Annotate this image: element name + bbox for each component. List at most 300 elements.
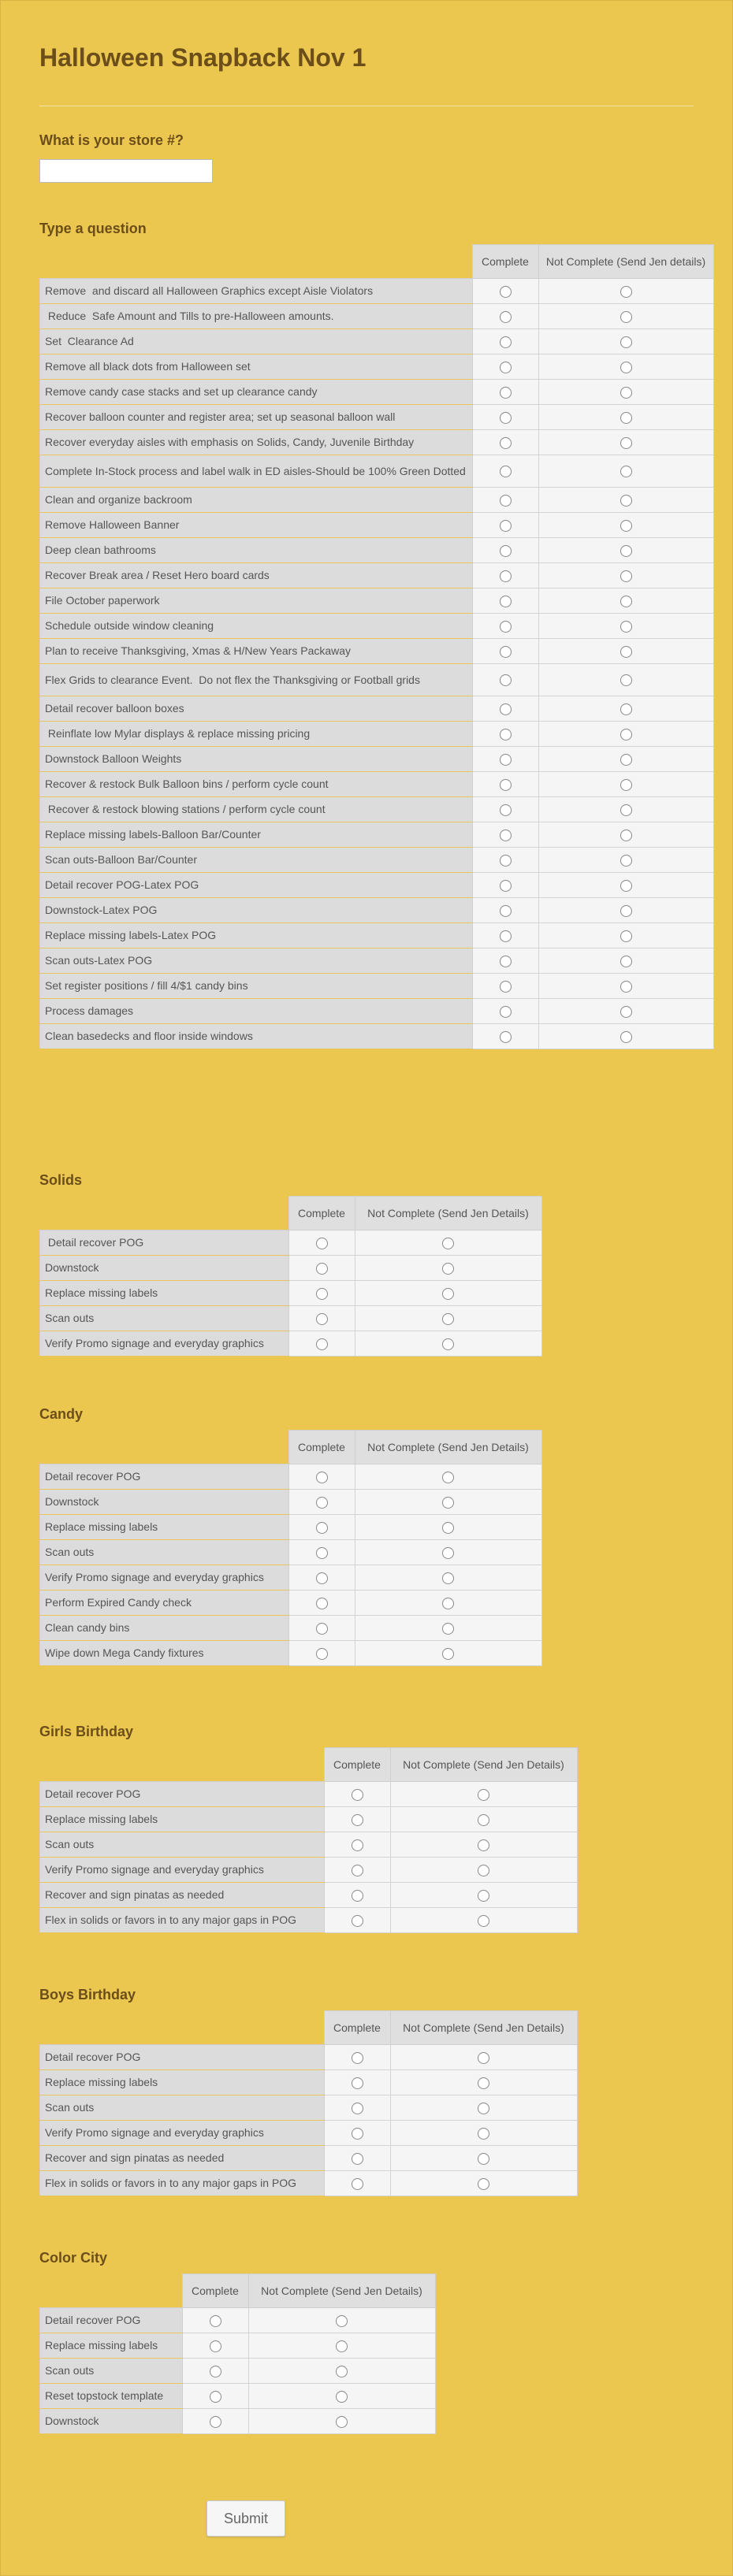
radio-complete[interactable]: [500, 674, 512, 686]
radio-complete[interactable]: [500, 412, 512, 424]
matrix-row: [40, 1565, 542, 1591]
answer-cell-complete: [288, 1464, 355, 1490]
matrix-row: [40, 1281, 542, 1306]
column-header-not-complete: Not Complete (Send Jen Details): [390, 1748, 577, 1782]
radio-not-complete[interactable]: [442, 1547, 454, 1559]
matrix-row: [40, 2070, 578, 2095]
answer-cell-not-complete: [538, 974, 713, 999]
question-label: Recover & restock blowing stations / perform cycle count: [40, 797, 473, 822]
question-label: Detail recover balloon boxes: [40, 696, 473, 722]
question-label: Reinflate low Mylar displays & replace missing pricing: [40, 722, 473, 747]
radio-not-complete[interactable]: [620, 412, 632, 424]
radio-complete[interactable]: [500, 520, 512, 532]
answer-cell-complete: [288, 1591, 355, 1616]
radio-not-complete[interactable]: [442, 1263, 454, 1275]
radio-complete[interactable]: [352, 1915, 363, 1927]
question-label: Remove all black dots from Halloween set: [40, 354, 473, 380]
radio-not-complete[interactable]: [620, 596, 632, 607]
radio-complete[interactable]: [352, 2103, 363, 2114]
answer-cell-not-complete: [390, 2146, 577, 2171]
radio-not-complete[interactable]: [478, 1789, 489, 1801]
radio-not-complete[interactable]: [478, 1814, 489, 1826]
radio-complete[interactable]: [352, 1789, 363, 1801]
question-label: Flex in solids or favors in to any major gaps in POG: [40, 2171, 325, 2196]
radio-not-complete[interactable]: [442, 1522, 454, 1534]
answer-cell-complete: [288, 1230, 355, 1256]
answer-cell-complete: [472, 380, 538, 405]
matrix-row: [40, 797, 714, 822]
radio-complete[interactable]: [316, 1522, 328, 1534]
radio-complete[interactable]: [500, 930, 512, 942]
radio-complete[interactable]: [352, 1814, 363, 1826]
section-title: Candy: [39, 1406, 84, 1422]
radio-complete[interactable]: [500, 311, 512, 323]
radio-not-complete[interactable]: [478, 2178, 489, 2190]
matrix-row: [40, 405, 714, 430]
answer-cell-not-complete: [538, 696, 713, 722]
radio-not-complete[interactable]: [442, 1313, 454, 1325]
radio-complete[interactable]: [316, 1263, 328, 1275]
answer-cell-complete: [472, 999, 538, 1024]
radio-not-complete[interactable]: [620, 570, 632, 582]
answer-cell-complete: [182, 2359, 248, 2384]
answer-cell-not-complete: [538, 1024, 713, 1049]
matrix-row: [40, 1540, 542, 1565]
radio-not-complete[interactable]: [620, 779, 632, 791]
radio-not-complete[interactable]: [442, 1288, 454, 1300]
radio-complete[interactable]: [210, 2416, 221, 2428]
question-label: Downstock Balloon Weights: [40, 747, 473, 772]
matrix-row: [40, 1256, 542, 1281]
answer-cell-not-complete: [248, 2333, 435, 2359]
question-label: Replace missing labels: [40, 2070, 325, 2095]
column-header-not-complete: Not Complete (Send Jen details): [538, 245, 713, 279]
answer-cell-not-complete: [538, 948, 713, 974]
radio-complete[interactable]: [352, 2178, 363, 2190]
radio-complete[interactable]: [500, 905, 512, 917]
column-header-complete: Complete: [324, 1748, 390, 1782]
radio-complete[interactable]: [352, 2052, 363, 2064]
answer-cell-complete: [324, 1832, 390, 1858]
answer-cell-complete: [472, 948, 538, 974]
matrix-row: [40, 722, 714, 747]
radio-complete[interactable]: [210, 2391, 221, 2403]
answer-cell-complete: [324, 2095, 390, 2121]
radio-complete[interactable]: [352, 1865, 363, 1876]
answer-cell-complete: [324, 1908, 390, 1933]
matrix-corner: [40, 2274, 183, 2308]
matrix-corner: [40, 1748, 325, 1782]
radio-complete[interactable]: [500, 466, 512, 477]
answer-cell-complete: [472, 822, 538, 848]
question-label: Detail recover POG-Latex POG: [40, 873, 473, 898]
radio-not-complete[interactable]: [336, 2391, 348, 2403]
section-title: Type a question: [39, 221, 147, 236]
radio-complete[interactable]: [316, 1497, 328, 1509]
radio-complete[interactable]: [316, 1313, 328, 1325]
radio-not-complete[interactable]: [442, 1238, 454, 1249]
question-label: Detail recover POG: [40, 1782, 325, 1807]
radio-complete[interactable]: [500, 880, 512, 892]
radio-not-complete[interactable]: [478, 1915, 489, 1927]
radio-complete[interactable]: [352, 1839, 363, 1851]
radio-not-complete[interactable]: [442, 1472, 454, 1483]
radio-not-complete[interactable]: [478, 2052, 489, 2064]
answer-cell-not-complete: [538, 513, 713, 538]
answer-cell-not-complete: [355, 1230, 541, 1256]
question-label: Detail recover POG: [40, 1464, 289, 1490]
question-label: Clean and organize backroom: [40, 488, 473, 513]
matrix-row: [40, 354, 714, 380]
answer-cell-complete: [288, 1641, 355, 1666]
radio-not-complete[interactable]: [478, 2128, 489, 2140]
matrix-row: [40, 1490, 542, 1515]
radio-not-complete[interactable]: [478, 2153, 489, 2165]
answer-cell-complete: [288, 1331, 355, 1357]
matrix-row: [40, 1883, 578, 1908]
answer-cell-complete: [472, 513, 538, 538]
answer-cell-complete: [182, 2384, 248, 2409]
section-4: [39, 1985, 578, 2196]
form-title: Halloween Snapback Nov 1: [39, 43, 366, 72]
matrix-row: [40, 2121, 578, 2146]
radio-not-complete[interactable]: [620, 387, 632, 399]
matrix-row: [40, 664, 714, 696]
radio-not-complete[interactable]: [620, 981, 632, 993]
radio-not-complete[interactable]: [620, 1031, 632, 1043]
radio-complete[interactable]: [316, 1238, 328, 1249]
answer-cell-not-complete: [355, 1281, 541, 1306]
question-label: Replace missing labels: [40, 2333, 183, 2359]
answer-cell-not-complete: [538, 588, 713, 614]
radio-not-complete[interactable]: [620, 905, 632, 917]
answer-cell-not-complete: [538, 380, 713, 405]
radio-complete[interactable]: [500, 570, 512, 582]
matrix-row: [40, 614, 714, 639]
answer-cell-not-complete: [355, 1616, 541, 1641]
answer-cell-complete: [288, 1565, 355, 1591]
question-matrix: [39, 1747, 578, 1933]
radio-not-complete[interactable]: [478, 1839, 489, 1851]
question-label: Scan outs-Balloon Bar/Counter: [40, 848, 473, 873]
matrix-corner: [40, 2011, 325, 2045]
matrix-row: [40, 1306, 542, 1331]
radio-not-complete[interactable]: [620, 545, 632, 557]
answer-cell-complete: [288, 1616, 355, 1641]
radio-complete[interactable]: [210, 2315, 221, 2327]
question-label: Recover and sign pinatas as needed: [40, 2146, 325, 2171]
section-title: Solids: [39, 1172, 83, 1188]
answer-cell-not-complete: [390, 1782, 577, 1807]
matrix-row: [40, 1591, 542, 1616]
column-header-not-complete: Not Complete (Send Jen Details): [248, 2274, 435, 2308]
question-label: Recover everyday aisles with emphasis on Solids, Candy, Juvenile Birthday: [40, 430, 473, 455]
answer-cell-not-complete: [390, 2045, 577, 2070]
radio-complete[interactable]: [316, 1572, 328, 1584]
answer-cell-complete: [472, 488, 538, 513]
matrix-row: [40, 1858, 578, 1883]
radio-complete[interactable]: [500, 286, 512, 298]
radio-not-complete[interactable]: [478, 1890, 489, 1902]
answer-cell-not-complete: [248, 2308, 435, 2333]
radio-not-complete[interactable]: [442, 1572, 454, 1584]
answer-cell-complete: [182, 2333, 248, 2359]
answer-cell-not-complete: [538, 923, 713, 948]
question-label: Perform Expired Candy check: [40, 1591, 289, 1616]
section-2: [39, 1405, 542, 1666]
radio-not-complete[interactable]: [478, 2077, 489, 2089]
radio-complete[interactable]: [500, 437, 512, 449]
section-title: Girls Birthday: [39, 1724, 134, 1739]
radio-not-complete[interactable]: [442, 1497, 454, 1509]
answer-cell-complete: [324, 1858, 390, 1883]
question-label: Deep clean bathrooms: [40, 538, 473, 563]
radio-not-complete[interactable]: [620, 1006, 632, 1018]
radio-complete[interactable]: [316, 1338, 328, 1350]
answer-cell-not-complete: [538, 898, 713, 923]
question-label: File October paperwork: [40, 588, 473, 614]
matrix-row: [40, 822, 714, 848]
matrix-row: [40, 279, 714, 304]
radio-complete[interactable]: [316, 1472, 328, 1483]
radio-complete[interactable]: [500, 981, 512, 993]
radio-complete[interactable]: [210, 2340, 221, 2352]
matrix-row: [40, 304, 714, 329]
radio-complete[interactable]: [500, 830, 512, 841]
radio-complete[interactable]: [500, 621, 512, 633]
radio-complete[interactable]: [316, 1598, 328, 1609]
question-label: Scan outs: [40, 2095, 325, 2121]
answer-cell-not-complete: [355, 1490, 541, 1515]
matrix-corner: [40, 245, 473, 279]
radio-not-complete[interactable]: [478, 2103, 489, 2114]
question-label: Remove Halloween Banner: [40, 513, 473, 538]
submit-button[interactable]: Submit: [207, 2500, 285, 2537]
radio-not-complete[interactable]: [620, 703, 632, 715]
radio-complete[interactable]: [500, 336, 512, 348]
radio-not-complete[interactable]: [620, 729, 632, 741]
answer-cell-complete: [472, 974, 538, 999]
radio-complete[interactable]: [500, 362, 512, 373]
question-label: Verify Promo signage and everyday graphics: [40, 1858, 325, 1883]
answer-cell-not-complete: [355, 1331, 541, 1357]
radio-complete[interactable]: [316, 1547, 328, 1559]
question-label: Clean basedecks and floor inside windows: [40, 1024, 473, 1049]
answer-cell-not-complete: [355, 1565, 541, 1591]
store-number-label: What is your store #?: [39, 132, 184, 148]
section-5: [39, 2248, 436, 2434]
answer-cell-not-complete: [538, 848, 713, 873]
radio-complete[interactable]: [500, 495, 512, 507]
answer-cell-not-complete: [538, 772, 713, 797]
radio-not-complete[interactable]: [620, 930, 632, 942]
radio-not-complete[interactable]: [620, 311, 632, 323]
radio-not-complete[interactable]: [620, 880, 632, 892]
radio-complete[interactable]: [500, 646, 512, 658]
radio-not-complete[interactable]: [620, 495, 632, 507]
radio-complete[interactable]: [352, 2128, 363, 2140]
answer-cell-complete: [182, 2409, 248, 2434]
radio-complete[interactable]: [352, 2077, 363, 2089]
question-label: Flex in solids or favors in to any major gaps in POG: [40, 1908, 325, 1933]
matrix-row: [40, 923, 714, 948]
answer-cell-complete: [472, 639, 538, 664]
radio-complete[interactable]: [210, 2366, 221, 2377]
radio-complete[interactable]: [500, 1006, 512, 1018]
answer-cell-not-complete: [538, 797, 713, 822]
radio-not-complete[interactable]: [336, 2340, 348, 2352]
radio-complete[interactable]: [500, 387, 512, 399]
question-label: Replace missing labels: [40, 1515, 289, 1540]
radio-complete[interactable]: [352, 1890, 363, 1902]
answer-cell-complete: [472, 898, 538, 923]
question-label: Scan outs-Latex POG: [40, 948, 473, 974]
answer-cell-not-complete: [355, 1464, 541, 1490]
radio-not-complete[interactable]: [442, 1648, 454, 1660]
answer-cell-complete: [288, 1540, 355, 1565]
question-label: Downstock: [40, 2409, 183, 2434]
radio-not-complete[interactable]: [620, 466, 632, 477]
radio-not-complete[interactable]: [336, 2315, 348, 2327]
question-label: Replace missing labels-Latex POG: [40, 923, 473, 948]
radio-not-complete[interactable]: [478, 1865, 489, 1876]
matrix-row: [40, 1024, 714, 1049]
question-label: Clean candy bins: [40, 1616, 289, 1641]
matrix-row: [40, 1331, 542, 1357]
radio-complete[interactable]: [500, 855, 512, 867]
answer-cell-not-complete: [355, 1591, 541, 1616]
answer-cell-complete: [288, 1515, 355, 1540]
question-label: Downstock: [40, 1490, 289, 1515]
answer-cell-not-complete: [538, 747, 713, 772]
question-label: Process damages: [40, 999, 473, 1024]
radio-not-complete[interactable]: [620, 646, 632, 658]
radio-complete[interactable]: [500, 804, 512, 816]
answer-cell-not-complete: [390, 2070, 577, 2095]
answer-cell-complete: [288, 1281, 355, 1306]
matrix-row: [40, 2308, 436, 2333]
answer-cell-complete: [472, 405, 538, 430]
radio-complete[interactable]: [500, 956, 512, 967]
matrix-row: [40, 588, 714, 614]
radio-complete[interactable]: [500, 1031, 512, 1043]
question-label: Plan to receive Thanksgiving, Xmas & H/New Years Packaway: [40, 639, 473, 664]
matrix-row: [40, 513, 714, 538]
question-matrix: [39, 244, 714, 1049]
question-label: Recover and sign pinatas as needed: [40, 1883, 325, 1908]
answer-cell-not-complete: [355, 1641, 541, 1666]
matrix-row: [40, 974, 714, 999]
answer-cell-not-complete: [538, 664, 713, 696]
radio-not-complete[interactable]: [620, 804, 632, 816]
radio-complete[interactable]: [316, 1288, 328, 1300]
answer-cell-not-complete: [355, 1256, 541, 1281]
matrix-row: [40, 999, 714, 1024]
answer-cell-complete: [472, 873, 538, 898]
radio-not-complete[interactable]: [442, 1623, 454, 1635]
radio-not-complete[interactable]: [620, 286, 632, 298]
matrix-row: [40, 1908, 578, 1933]
radio-not-complete[interactable]: [620, 520, 632, 532]
answer-cell-not-complete: [538, 538, 713, 563]
question-label: Scan outs: [40, 2359, 183, 2384]
radio-complete[interactable]: [500, 779, 512, 791]
radio-complete[interactable]: [500, 754, 512, 766]
radio-not-complete[interactable]: [442, 1338, 454, 1350]
matrix-row: [40, 1782, 578, 1807]
question-label: Detail recover POG: [40, 2308, 183, 2333]
question-label: Verify Promo signage and everyday graphics: [40, 1331, 289, 1357]
store-number-input[interactable]: [39, 159, 213, 183]
radio-complete[interactable]: [316, 1648, 328, 1660]
radio-not-complete[interactable]: [620, 754, 632, 766]
answer-cell-not-complete: [390, 1832, 577, 1858]
radio-not-complete[interactable]: [336, 2366, 348, 2377]
matrix-row: [40, 1616, 542, 1641]
answer-cell-not-complete: [538, 822, 713, 848]
matrix-row: [40, 2045, 578, 2070]
matrix-corner: [40, 1431, 289, 1464]
radio-not-complete[interactable]: [620, 956, 632, 967]
radio-not-complete[interactable]: [620, 855, 632, 867]
answer-cell-complete: [472, 563, 538, 588]
radio-not-complete[interactable]: [620, 621, 632, 633]
radio-not-complete[interactable]: [620, 830, 632, 841]
answer-cell-complete: [324, 2171, 390, 2196]
question-label: Remove and discard all Halloween Graphics except Aisle Violators: [40, 279, 473, 304]
answer-cell-not-complete: [390, 1858, 577, 1883]
answer-cell-complete: [472, 430, 538, 455]
answer-cell-complete: [472, 354, 538, 380]
answer-cell-not-complete: [390, 1908, 577, 1933]
matrix-row: [40, 848, 714, 873]
matrix-row: [40, 747, 714, 772]
section-3: [39, 1722, 578, 1933]
answer-cell-not-complete: [538, 329, 713, 354]
answer-cell-not-complete: [390, 2095, 577, 2121]
matrix-row: [40, 2359, 436, 2384]
radio-not-complete[interactable]: [336, 2416, 348, 2428]
radio-complete[interactable]: [316, 1623, 328, 1635]
radio-not-complete[interactable]: [442, 1598, 454, 1609]
matrix-row: [40, 639, 714, 664]
radio-complete[interactable]: [500, 729, 512, 741]
radio-complete[interactable]: [352, 2153, 363, 2165]
question-matrix: [39, 2010, 578, 2196]
answer-cell-complete: [288, 1306, 355, 1331]
answer-cell-complete: [472, 747, 538, 772]
question-matrix: [39, 1196, 542, 1357]
radio-complete[interactable]: [500, 703, 512, 715]
matrix-row: [40, 2384, 436, 2409]
question-label: Schedule outside window cleaning: [40, 614, 473, 639]
radio-not-complete[interactable]: [620, 674, 632, 686]
answer-cell-not-complete: [355, 1306, 541, 1331]
radio-complete[interactable]: [500, 545, 512, 557]
radio-not-complete[interactable]: [620, 362, 632, 373]
answer-cell-not-complete: [390, 2171, 577, 2196]
radio-complete[interactable]: [500, 596, 512, 607]
question-label: Recover balloon counter and register area; set up seasonal balloon wall: [40, 405, 473, 430]
radio-not-complete[interactable]: [620, 437, 632, 449]
answer-cell-complete: [324, 2121, 390, 2146]
column-header-complete: Complete: [472, 245, 538, 279]
question-label: Downstock-Latex POG: [40, 898, 473, 923]
radio-not-complete[interactable]: [620, 336, 632, 348]
answer-cell-not-complete: [538, 405, 713, 430]
answer-cell-not-complete: [390, 1883, 577, 1908]
question-label: Recover & restock Bulk Balloon bins / perform cycle count: [40, 772, 473, 797]
